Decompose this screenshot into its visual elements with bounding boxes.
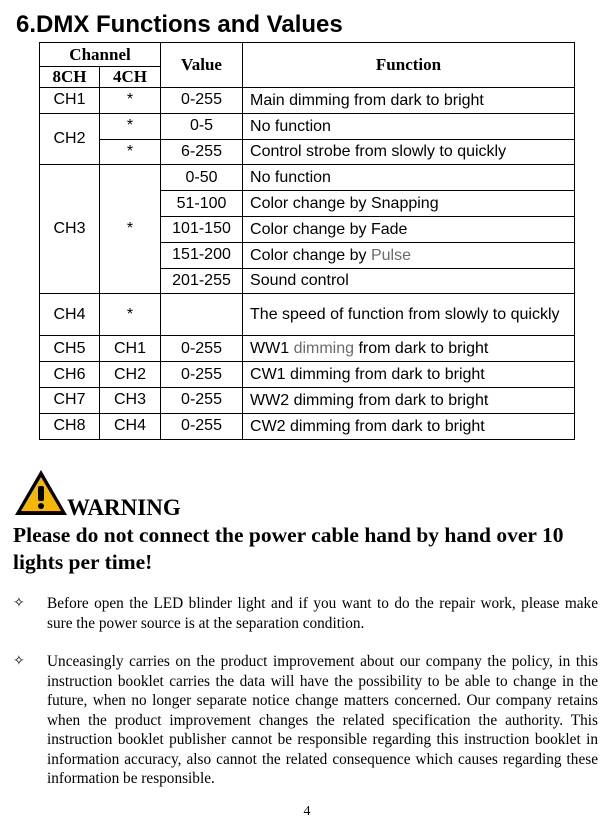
table-row xyxy=(40,413,575,439)
cell-value: 0-5 xyxy=(161,113,243,139)
table-row xyxy=(40,294,575,336)
cell-value: 0-255 xyxy=(161,362,243,388)
cell-4ch: CH2 xyxy=(100,362,161,388)
cell-4ch: CH3 xyxy=(100,387,161,413)
channel-header: Channel xyxy=(40,43,161,67)
warning-triangle-icon xyxy=(13,468,69,518)
warning-heading xyxy=(13,468,313,522)
cell-function: CW2 dimming from dark to bright xyxy=(243,413,575,439)
warning-label: WARNING xyxy=(67,495,181,520)
cell-value: 101-150 xyxy=(161,216,243,242)
table-row xyxy=(40,362,575,388)
bullet-star-icon: ✧ xyxy=(13,653,25,669)
cell-8ch: CH7 xyxy=(40,387,100,413)
cell-8ch: CH1 xyxy=(40,88,100,114)
cell-4ch: * xyxy=(100,139,161,165)
cell-4ch: CH1 xyxy=(100,336,161,362)
cell-function: Main dimming from dark to bright xyxy=(243,88,575,114)
cell-4ch: CH4 xyxy=(100,413,161,439)
cell-value: 0-255 xyxy=(161,336,243,362)
function-text-faint: dimming xyxy=(293,340,355,358)
cell-8ch: CH8 xyxy=(40,413,100,439)
note-text: Unceasingly carries on the product improvement about our company the policy, in this instruction booklet carries the data will have the possibility to be able to change in the future, when no longer separate notice change matters concerned. Our company retains when the product improvement changes the related specification the authority. This instruction booklet publisher cannot be responsible regarding this instruction booklet in information accuracy, also cannot the related consequence which causes regarding these information be responsible. xyxy=(47,653,598,787)
function-text: WW1 xyxy=(250,340,294,358)
ch4-header: 4CH xyxy=(100,67,161,88)
table-row xyxy=(40,88,575,114)
cell-value: 0-255 xyxy=(161,413,243,439)
cell-value: 0-255 xyxy=(161,387,243,413)
cell-function: No function xyxy=(243,113,575,139)
cell-value xyxy=(161,294,243,336)
ch8-header: 8CH xyxy=(40,67,100,88)
table-row xyxy=(40,336,575,362)
cell-4ch: * xyxy=(100,113,161,139)
section-title: 6.DMX Functions and Values xyxy=(16,11,343,38)
list-item xyxy=(13,594,598,633)
cell-function: Color change by Fade xyxy=(243,216,575,242)
cell-function: CW1 dimming from dark to bright xyxy=(243,362,575,388)
warning-message: Please do not connect the power cable hand by hand over 10 lights per time! xyxy=(13,523,564,574)
function-text-faint: Pulse xyxy=(370,246,412,264)
cell-value: 151-200 xyxy=(161,242,243,268)
value-header: Value xyxy=(161,43,243,88)
cell-function xyxy=(243,242,575,268)
cell-value: 51-100 xyxy=(161,191,243,217)
cell-value: 0-50 xyxy=(161,165,243,191)
cell-value: 201-255 xyxy=(161,268,243,294)
cell-function: Control strobe from slowly to quickly xyxy=(243,139,575,165)
dmx-table xyxy=(39,42,575,440)
cell-function: Sound control xyxy=(243,268,575,294)
cell-function: WW2 dimming from dark to bright xyxy=(243,387,575,413)
table-row xyxy=(40,165,575,191)
cell-8ch: CH5 xyxy=(40,336,100,362)
function-text: Color change by xyxy=(250,246,371,264)
note-text: Before open the LED blinder light and if you want to do the repair work, please make sure the power source is at the separation condition. xyxy=(47,595,598,632)
cell-function: Color change by Snapping xyxy=(243,191,575,217)
function-text: from dark to bright xyxy=(354,340,489,358)
list-item xyxy=(13,652,598,789)
cell-4ch: * xyxy=(100,88,161,114)
cell-value: 0-255 xyxy=(161,88,243,114)
table-row xyxy=(40,387,575,413)
cell-8ch: CH6 xyxy=(40,362,100,388)
table-header-row xyxy=(40,43,575,67)
cell-8ch: CH4 xyxy=(40,294,100,336)
bullet-star-icon: ✧ xyxy=(13,595,25,611)
function-header: Function xyxy=(243,43,575,88)
cell-4ch: * xyxy=(100,165,161,294)
table-row xyxy=(40,113,575,139)
page-number: 4 xyxy=(303,804,311,819)
cell-function: No function xyxy=(243,165,575,191)
cell-value: 6-255 xyxy=(161,139,243,165)
table-row xyxy=(40,139,575,165)
cell-function xyxy=(243,336,575,362)
cell-8ch: CH3 xyxy=(40,165,100,294)
cell-function: The speed of function from slowly to quickly xyxy=(243,294,575,336)
cell-8ch: CH2 xyxy=(40,113,100,165)
cell-4ch: * xyxy=(100,294,161,336)
